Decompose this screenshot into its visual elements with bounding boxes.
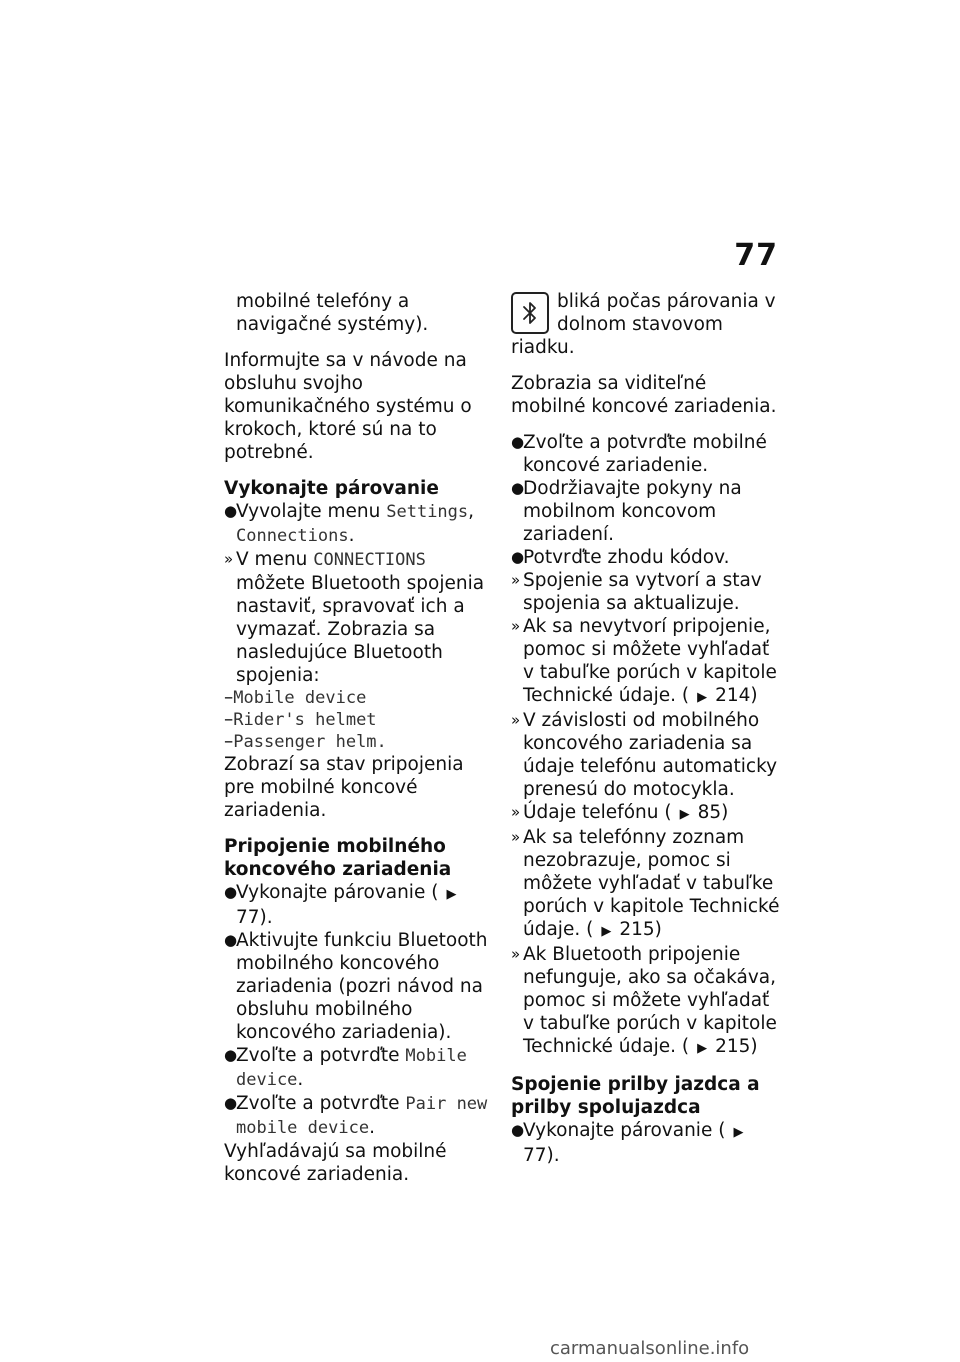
- section-heading: Vykonajte párovanie: [224, 478, 439, 499]
- menu-code: Settings: [386, 502, 469, 522]
- page-ref-arrow-icon: ▶: [679, 807, 690, 822]
- list-item-result: » V závislosti od mobilného koncového zariadenia sa údaje telefónu automaticky prenesú do motocykla.: [511, 710, 778, 800]
- bullet-icon: ●: [224, 883, 238, 901]
- left-column: [224, 290, 492, 1186]
- section-heading: Pripojenie mobilného koncového zariadenia: [224, 836, 452, 880]
- bluetooth-icon: [511, 292, 549, 334]
- list-item-step: ● Vyvolajte menu Settings, Connections.: [224, 501, 475, 546]
- list-item-step: ● Zvoľte a potvrďte mobilné koncové zariadenie.: [511, 432, 767, 476]
- dash-item: –Rider's helmet: [224, 709, 377, 730]
- list-item-step: ● Zvoľte a potvrďte Pair new mobile device.: [224, 1093, 488, 1138]
- result-icon: »: [511, 803, 521, 821]
- list-item-result: » Údaje telefónu ( ▶ 85): [511, 801, 781, 826]
- paragraph: Zobrazí sa stav pripojenia pre mobilné koncové zariadenia.: [224, 754, 464, 821]
- menu-code: Pair new mobile device: [236, 1094, 488, 1138]
- list-item-step: ● Zvoľte a potvrďte Mobile device.: [224, 1045, 467, 1090]
- page-ref-arrow-icon: ▶: [733, 1125, 744, 1140]
- list-item-result: » Ak sa nevytvorí pripojenie, pomoc si môžete vyhľadať v tabuľke porúch v kapitole Technické údaje. ( ▶ 214): [511, 615, 781, 709]
- menu-code: CONNECTIONS: [313, 550, 426, 570]
- result-icon: »: [224, 550, 234, 568]
- result-icon: »: [511, 945, 521, 963]
- bullet-icon: ●: [511, 1121, 525, 1139]
- bullet-icon: ●: [511, 479, 525, 497]
- bullet-icon: ●: [224, 931, 238, 949]
- page-ref-arrow-icon: ▶: [697, 1041, 708, 1056]
- page-ref-arrow-icon: ▶: [697, 690, 708, 705]
- watermark: carmanualsonline.info: [550, 1338, 750, 1359]
- result-icon: »: [511, 571, 521, 589]
- result-icon: »: [511, 617, 521, 635]
- menu-code: Connections: [236, 526, 349, 546]
- paragraph: mobilné telefóny a navigačné systémy).: [236, 291, 429, 335]
- dash-item: –Mobile device: [224, 687, 367, 708]
- bullet-icon: ●: [511, 433, 525, 451]
- result-icon: »: [511, 828, 521, 846]
- paragraph: Informujte sa v návode na obsluhu svojho komunikačného systému o krokoch, ktoré sú na to potrebné.: [224, 350, 472, 463]
- bluetooth-paragraph: bliká počas párovania v dolnom stavovom riadku.: [511, 291, 776, 358]
- list-item-step: ● Potvrďte zhodu kódov.: [511, 547, 730, 568]
- paragraph: Zobrazia sa viditeľné mobilné koncové zariadenia.: [511, 373, 777, 417]
- page-ref-arrow-icon: ▶: [446, 887, 457, 902]
- bullet-icon: ●: [224, 1094, 238, 1112]
- list-item-result: » Ak Bluetooth pripojenie nefunguje, ako sa očakáva, pomoc si môžete vyhľadať v tabuľke porúch v kapitole Technické údaje. ( ▶ 215): [511, 943, 781, 1060]
- section-heading: Spojenie prilby jazdca a prilby spolujazdca: [511, 1074, 760, 1118]
- list-item-step: ● Vykonajte párovanie ( ▶77).: [224, 881, 492, 929]
- menu-code: Mobile device: [236, 1046, 467, 1090]
- list-item-result: » Ak sa telefónny zoznam nezobrazuje, pomoc si môžete vyhľadať v tabuľke porúch v kapitole Technické údaje. ( ▶ 215): [511, 826, 781, 943]
- dash-item: –Passenger helm.: [224, 731, 387, 752]
- list-item-step: ● Vykonajte párovanie ( ▶77).: [511, 1119, 781, 1167]
- list-item-step: ● Aktivujte funkciu Bluetooth mobilného koncového zariadenia (pozri návod na obsluhu mobilného koncového zariadenia).: [224, 930, 488, 1043]
- bullet-icon: ●: [224, 1046, 238, 1064]
- right-column: [511, 290, 781, 1167]
- page-number: 77: [734, 238, 778, 273]
- list-item-result: » Spojenie sa vytvorí a stav spojenia sa aktualizuje.: [511, 570, 762, 614]
- bullet-icon: ●: [511, 548, 525, 566]
- page-ref-arrow-icon: ▶: [601, 924, 612, 939]
- paragraph: Vyhľadávajú sa mobilné koncové zariadenia.: [224, 1141, 447, 1185]
- bullet-icon: ●: [224, 502, 238, 520]
- list-item-step: ● Dodržiavajte pokyny na mobilnom koncovom zariadení.: [511, 478, 742, 545]
- list-item-result: » V menu CONNECTIONS môžete Bluetooth spojenia nastaviť, spravovať ich a vymazať. Zobrazia sa nasledujúce Bluetooth spojenia:: [224, 549, 485, 686]
- result-icon: »: [511, 711, 521, 729]
